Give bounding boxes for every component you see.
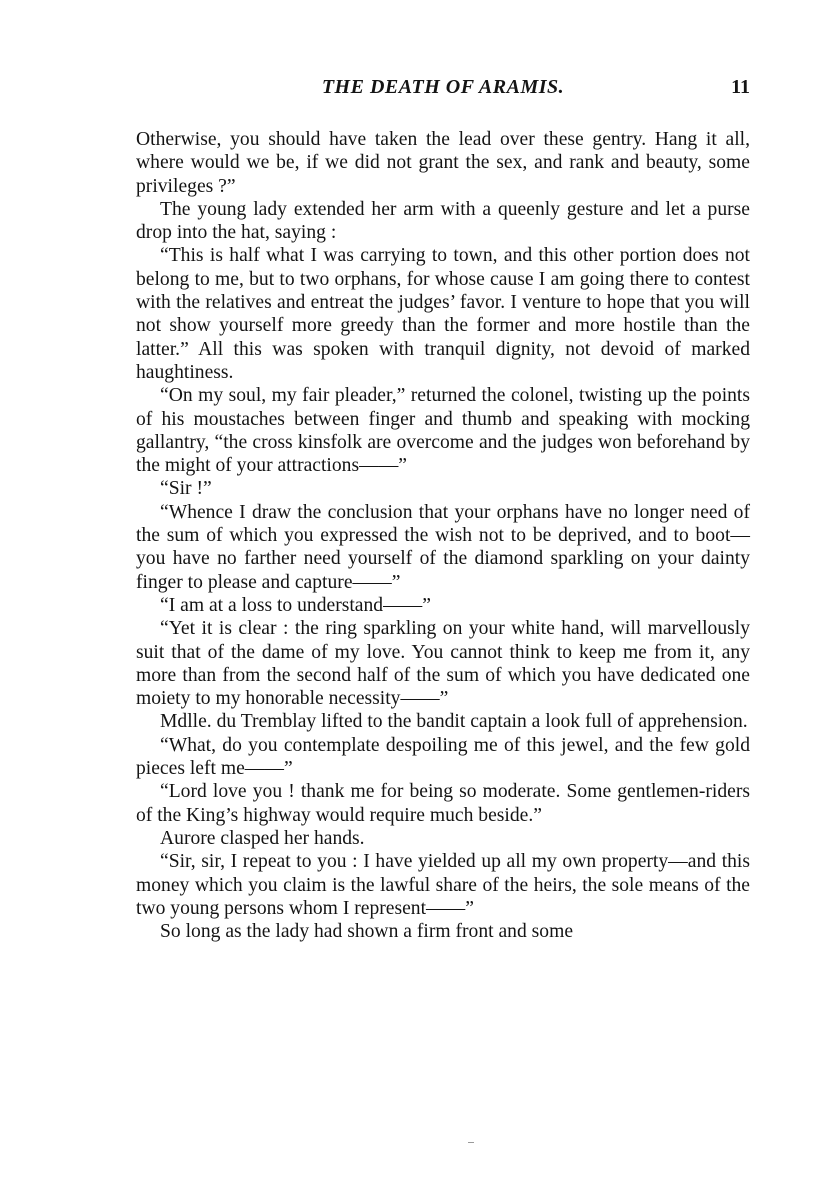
paragraph: “I am at a loss to understand——” (160, 594, 431, 616)
paragraph: So long as the lady had shown a firm front and some (160, 921, 574, 943)
page-number: 11 (731, 76, 750, 98)
running-head (136, 72, 750, 102)
scan-speck (468, 1142, 474, 1143)
paragraph: “On my soul, my fair pleader,” returned the colonel, twisting up the points of his moustaches between finger and thumb and speaking with mocking gallantry, “the cross kinsfolk are overcome and the judges won beforehand by the might of your attractions——” (136, 385, 750, 477)
paragraph: Aurore clasped her hands. (160, 827, 365, 849)
paragraph: “Sir !” (160, 478, 212, 500)
body-text (136, 128, 750, 943)
paragraph: The young lady extended her arm with a queenly gesture and let a purse drop into the hat, saying : (136, 198, 750, 244)
paragraph: “Lord love you ! thank me for being so moderate. Some gentlemen-riders of the King’s highway would require much beside.” (136, 781, 750, 826)
paragraph: Mdlle. du Tremblay lifted to the bandit captain a look full of apprehension. (160, 711, 748, 733)
paragraph: Otherwise, you should have taken the lead over these gentry. Hang it all, where would we be, if we did not grant the sex, and rank and beauty, some privileges ?” (136, 129, 750, 197)
chapter-title: THE DEATH OF ARAMIS. (321, 76, 565, 98)
paragraph: “Yet it is clear : the ring sparkling on your white hand, will marvellously suit that of the dame of my love. You cannot think to keep me from it, any more than from the second half of the sum of which you have dedicated one moiety to my honorable necessity——” (136, 618, 750, 710)
paragraph: “Sir, sir, I repeat to you : I have yielded up all my own property—and this money which you claim is the lawful share of the heirs, the sole means of the two young persons whom I represent——” (136, 851, 750, 919)
paragraph: “What, do you contemplate despoiling me of this jewel, and the few gold pieces left me——” (136, 734, 750, 780)
paragraph: “This is half what I was carrying to town, and this other portion does not belong to me, but to two orphans, for whose cause I am going there to contest with the relatives and entreat the judges’ favor. I venture to hope that you will not show yourself more greedy than the former and more hostile than the latter.” All this was spoken with tranquil dignity, not devoid of marked haughtiness. (136, 245, 750, 383)
paragraph: “Whence I draw the conclusion that your orphans have no longer need of the sum of which you expressed the wish not to be deprived, and to boot—you have no farther need yourself of the diamond sparkling on your dainty finger to please and capture——” (136, 501, 750, 593)
